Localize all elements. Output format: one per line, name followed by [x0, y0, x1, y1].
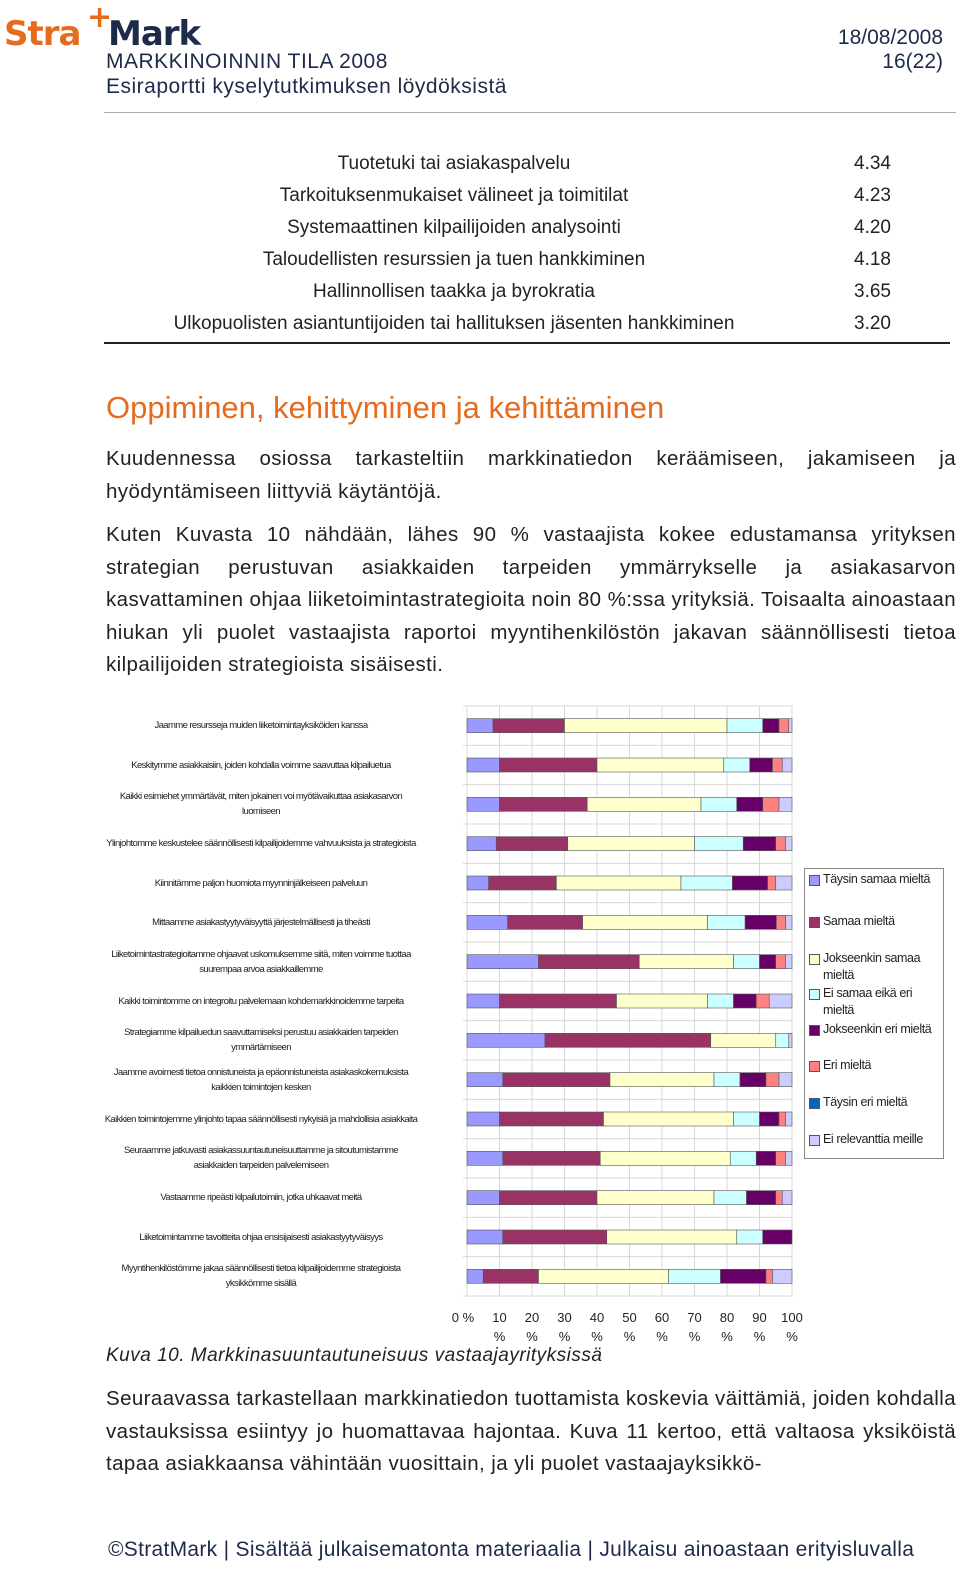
bar-segment	[467, 1230, 503, 1244]
bar-segment	[766, 1073, 779, 1087]
logo-plus: +	[87, 0, 113, 35]
table-row	[104, 182, 950, 214]
bar-segment	[734, 1112, 760, 1126]
category-label: Kaikki esimiehet ymmärtävät, miten jokainen voi myötävaikuttaa asiakasarvon luomiseen	[119, 791, 403, 818]
table-row-label: Systemaattinen kilpailijoiden analysointi	[287, 217, 621, 238]
bar-segment	[756, 1151, 776, 1165]
table-row-label: Tarkoituksenmukaiset välineet ja toimitilat	[279, 185, 629, 206]
bar-segment	[556, 876, 681, 890]
bar-segment	[467, 1191, 500, 1205]
category-label: Jaamme avoimesti tietoa onnistuneista ja epäonnistuneista asiakaskokemuksista kaikkien toimintojen kesken	[113, 1066, 409, 1093]
legend-swatch	[809, 875, 820, 886]
bar-segment	[496, 837, 568, 851]
bar-segment	[583, 915, 708, 929]
bar-segment	[545, 1033, 711, 1047]
bar-segment	[724, 758, 750, 772]
page-footer: ©StratMark | Sisältää julkaisematonta materiaalia | Julkaisu ainoastaan erityisluvalla	[108, 1538, 915, 1561]
legend-label: Täysin samaa mieltä	[823, 872, 931, 886]
legend-label: Täysin eri mieltä	[823, 1095, 908, 1109]
table-row	[104, 150, 950, 182]
legend-swatch	[809, 1098, 820, 1109]
category-label: Vastaamme ripeästi kilpailutoimiin, jotka uhkaavat meitä	[160, 1192, 362, 1204]
bar-segment	[467, 955, 539, 969]
bar-segment	[467, 1112, 500, 1126]
bar-segment	[467, 915, 508, 929]
legend-label: Ei relevanttia meille	[823, 1132, 923, 1146]
legend-swatch	[809, 1025, 820, 1036]
bar-segment	[786, 955, 793, 969]
bar-segment	[727, 719, 763, 733]
bar-segment	[776, 1151, 786, 1165]
table-row-value: 3.65	[854, 281, 891, 302]
bar-segment	[587, 797, 701, 811]
table-row-label: Taloudellisten resurssien ja tuen hankkiminen	[262, 249, 646, 270]
bar-segment	[467, 797, 500, 811]
bar-segment	[779, 1073, 792, 1087]
bar-segment	[617, 994, 708, 1008]
bar-segment	[776, 915, 785, 929]
legend-label: Jokseenkin eri mieltä	[823, 1022, 932, 1036]
table-row	[104, 310, 950, 342]
bar-segment	[597, 1191, 714, 1205]
category-label: Kaikki toimintomme on integroitu palvelemaan kohdemarkkinoidemme tarpeita	[118, 995, 404, 1007]
x-tick-label: 60 %	[654, 1310, 670, 1344]
table-row-label: Ulkopuolisten asiantuntijoiden tai hallituksen jäsenten hankkiminen	[173, 313, 735, 334]
bar-segment	[737, 797, 763, 811]
legend-swatch	[809, 954, 820, 965]
bar-segment	[760, 1112, 780, 1126]
x-tick-label: 90 %	[752, 1310, 767, 1344]
bar-segment	[669, 1269, 721, 1283]
x-tick-label: 20 %	[524, 1310, 540, 1344]
bar-segment	[745, 915, 776, 929]
header-divider	[104, 112, 956, 113]
report-date: 18/08/2008	[837, 26, 943, 49]
category-label: Seuraamme jatkuvasti asiakassuuntautuneisuuttamme ja sitoutumistamme asiakkaiden tarpeiden palvelemiseen	[124, 1145, 398, 1172]
bar-segment	[776, 1191, 783, 1205]
bar-segment	[776, 837, 786, 851]
table-bottom-rule	[104, 342, 950, 344]
bar-segment	[467, 719, 493, 733]
following-paragraph: Seuraavassa tarkastellaan markkinatiedon tuottamista koskevia väittämiä, joiden kohdalla vastauksissa esiintyy jo huomattavaa hajontaa. Kuva 11 kertoo, että valtaosa yksiköistä tapaa asiakkaansa vähintään vuosittain, ja yli puolet vastaajayksikkö-	[106, 1387, 956, 1475]
table-row-label: Hallinnollisen taakka ja byrokratia	[313, 281, 595, 302]
legend-label: Eri mieltä	[823, 1058, 872, 1072]
bar-segment	[607, 1230, 737, 1244]
bar-segment	[500, 1112, 604, 1126]
report-subtitle: Esiraportti kyselytutkimuksen löydöksistä	[106, 75, 507, 98]
legend-label: Samaa mieltä	[823, 914, 895, 928]
bar-segment	[503, 1151, 601, 1165]
table-row-value: 4.20	[854, 217, 891, 238]
chart-legend	[804, 868, 944, 1159]
bar-segment	[711, 1033, 776, 1047]
stacked-bar-chart	[450, 700, 800, 1310]
bar-segment	[708, 994, 734, 1008]
x-tick-label: 10 %	[492, 1310, 507, 1344]
category-label: Kiinnitämme paljon huomiota myynninjälkeiseen palveluun	[154, 877, 368, 889]
table-row	[104, 246, 950, 278]
bar-segment	[773, 1269, 793, 1283]
score-table	[104, 150, 950, 342]
bar-segment	[503, 1230, 607, 1244]
category-label: Liiketoimintamme tavoitteita ohjaa ensisijaisesti asiakastyytyväisyys	[139, 1231, 383, 1243]
bar-segment	[483, 1269, 538, 1283]
bar-segment	[708, 915, 746, 929]
bar-segment	[747, 1191, 776, 1205]
bar-segment	[721, 1269, 767, 1283]
bar-segment	[539, 955, 640, 969]
legend-swatch	[809, 1135, 820, 1146]
bar-segment	[610, 1073, 714, 1087]
bar-segment	[763, 797, 779, 811]
bar-segment	[737, 1230, 763, 1244]
table-row	[104, 278, 950, 310]
intro-paragraph: Kuudennessa osiossa tarkasteltiin markkinatiedon keräämiseen, jakamiseen ja hyödyntämiseen liittyviä käytäntöjä.	[106, 447, 956, 503]
bar-segment	[743, 837, 776, 851]
bar-segment	[500, 994, 617, 1008]
bar-segment	[773, 758, 783, 772]
bar-segment	[597, 758, 724, 772]
bar-segment	[503, 1073, 610, 1087]
report-title: MARKKINOINNIN TILA 2008	[106, 50, 388, 73]
legend-swatch	[809, 989, 820, 1000]
category-label: Myyntihenkilöstömme jakaa säännöllisesti tietoa kilpailijoidemme strategioista yksikkömme sisällä	[121, 1263, 401, 1290]
logo-strat: Stra	[4, 14, 81, 54]
bar-segment	[782, 758, 792, 772]
x-tick-label: 70 %	[687, 1310, 702, 1344]
bar-segment	[714, 1191, 747, 1205]
bar-segment	[779, 797, 792, 811]
bar-segment	[789, 1033, 792, 1047]
bar-segment	[508, 915, 583, 929]
bar-segment	[604, 1112, 734, 1126]
bar-segment	[467, 837, 496, 851]
bar-segment	[779, 1112, 786, 1126]
bar-segment	[467, 876, 489, 890]
category-label: Kaikkien toimintojemme ylinjohto tapaa säännöllisesti nykyisiä ja mahdollisia asiakkaita	[104, 1113, 418, 1125]
bar-segment	[763, 1230, 792, 1244]
category-label: Ylinjohtomme keskustelee säännöllisesti kilpailijoidemme vahvuuksista ja strategioista	[106, 838, 416, 850]
x-tick-label: 80 %	[719, 1310, 735, 1344]
x-tick-label: 40 %	[589, 1310, 605, 1344]
bar-segment	[740, 1073, 766, 1087]
bar-segment	[467, 758, 500, 772]
bar-segment	[568, 837, 695, 851]
legend-swatch	[809, 1061, 820, 1072]
bar-segment	[734, 994, 757, 1008]
table-row	[104, 214, 950, 246]
bar-segment	[750, 758, 773, 772]
bar-segment	[786, 837, 793, 851]
category-label: Strategiamme kilpailuedun saavuttamiseksi perustuu asiakkaiden tarpeiden ymmärtämiseen	[124, 1027, 398, 1054]
table-row-value: 4.18	[854, 249, 891, 270]
bar-segment	[714, 1073, 740, 1087]
bar-segment	[489, 876, 557, 890]
bar-segment	[779, 719, 789, 733]
bar-segment	[756, 994, 769, 1008]
bar-segment	[565, 719, 728, 733]
bar-segment	[776, 955, 786, 969]
bar-segment	[789, 719, 792, 733]
x-tick-label: 50 %	[622, 1310, 637, 1344]
bar-segment	[600, 1151, 730, 1165]
bar-segment	[782, 1191, 792, 1205]
bar-segment	[695, 837, 744, 851]
bar-segment	[701, 797, 737, 811]
page-number: 16(22)	[882, 50, 943, 73]
bar-segment	[500, 758, 598, 772]
bar-segment	[776, 876, 792, 890]
table-row-label: Tuotetuki tai asiakaspalvelu	[337, 153, 571, 174]
category-label: Keskitymme asiakkaisiin, joiden kohdalla voimme saavuttaa kilpailuetua	[131, 759, 391, 771]
category-label: Liiketoimintastrategioitamme ohjaavat uskomuksemme siitä, miten voimme tuottaa suurempaa arvoa asiakkaillemme	[111, 948, 411, 975]
legend-label: Jokseenkin samaa mieltä	[823, 951, 921, 982]
bar-segment	[760, 955, 776, 969]
bar-segment	[734, 955, 760, 969]
bar-segment	[467, 1151, 503, 1165]
bar-segment	[766, 1269, 773, 1283]
bar-segment	[786, 915, 792, 929]
bar-segment	[786, 1151, 793, 1165]
bar-segment	[467, 1269, 483, 1283]
category-label: Mittaamme asiakastyytyväisyyttä järjestelmällisesti ja tiheästi	[152, 916, 370, 928]
bar-segment	[493, 719, 565, 733]
table-row-value: 4.23	[854, 185, 891, 206]
figure-caption: Kuva 10. Markkinasuuntautuneisuus vastaajayrityksissä	[106, 1345, 603, 1366]
x-tick-label: 0 %	[451, 1310, 475, 1325]
bar-segment	[467, 994, 500, 1008]
table-row-value: 3.20	[854, 313, 891, 334]
x-tick-label: 30 %	[557, 1310, 572, 1344]
logo-mark: Mark	[108, 14, 201, 54]
bar-segment	[500, 797, 588, 811]
x-tick-label: 100 %	[781, 1310, 803, 1344]
bar-segment	[732, 876, 767, 890]
bar-segment	[467, 1033, 545, 1047]
legend-swatch	[809, 917, 820, 928]
table-row-value: 4.34	[854, 153, 891, 174]
legend-label: Ei samaa eikä eri mieltä	[823, 986, 913, 1017]
bar-segment	[768, 876, 776, 890]
findings-paragraph: Kuten Kuvasta 10 nähdään, lähes 90 % vastaajista kokee edustamansa yrityksen strategian perustuvan asiakkaiden tarpeiden ymmärrykselle ja asiakasarvon kasvattaminen ohjaa liiketoimintastrategioita noin 80 %:ssa yrityksiä. Toisaalta ainoastaan hiukan yli puolet vastaajista raportoi myyntihenkilöstön jakavan säännöllisesti tietoa kilpailijoiden strategioista sisäisesti.	[106, 523, 956, 676]
bar-segment	[776, 1033, 789, 1047]
bar-segment	[786, 1112, 793, 1126]
bar-segment	[467, 1073, 503, 1087]
bar-segment	[763, 719, 779, 733]
bar-segment	[639, 955, 733, 969]
category-label: Jaamme resursseja muiden liiketoimintayksiköiden kanssa	[154, 720, 368, 732]
bar-segment	[681, 876, 732, 890]
section-heading: Oppiminen, kehittyminen ja kehittäminen	[106, 390, 665, 425]
bar-segment	[500, 1191, 598, 1205]
bar-segment	[769, 994, 792, 1008]
bar-segment	[730, 1151, 756, 1165]
bar-segment	[539, 1269, 669, 1283]
